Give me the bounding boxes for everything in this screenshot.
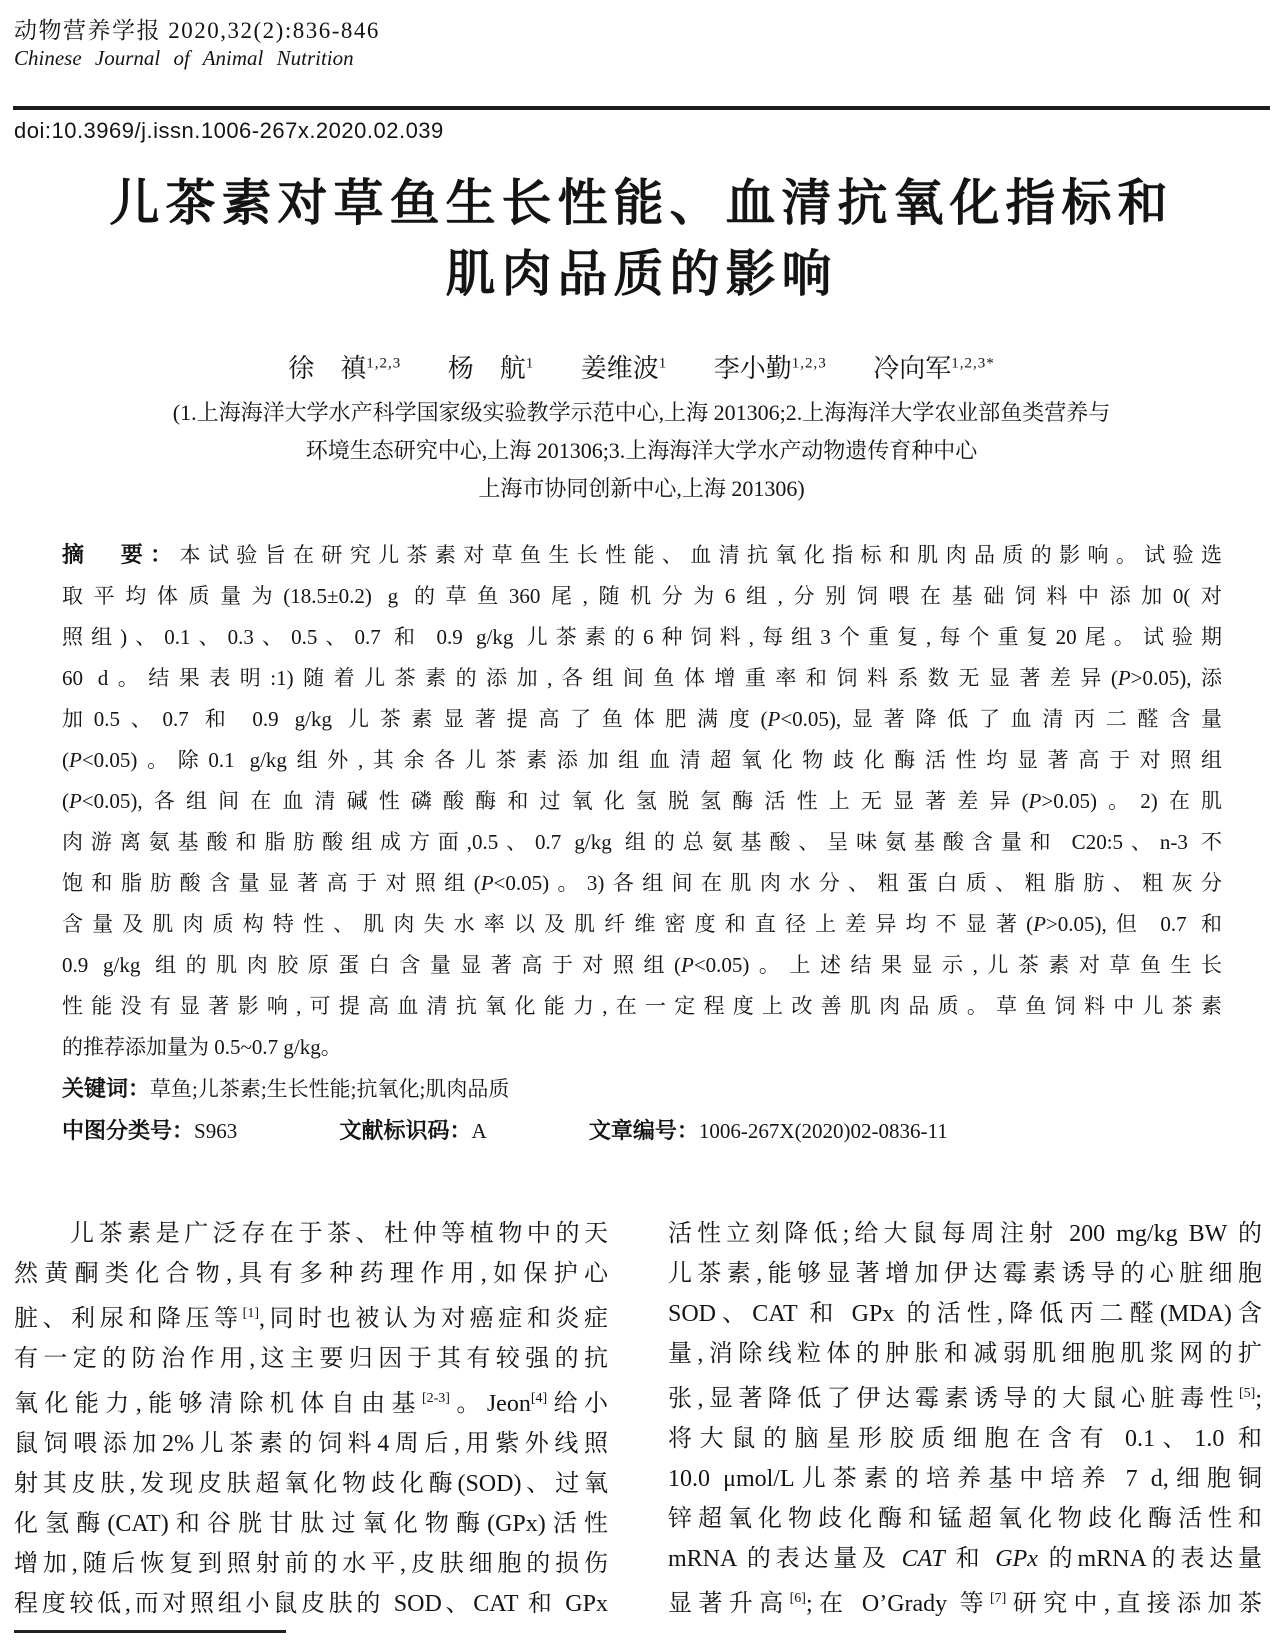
article-id-item xyxy=(589,1110,948,1152)
keywords-text: 草鱼;儿茶素;生长性能;抗氧化;肌肉品质 xyxy=(150,1077,510,1101)
journal-title-en: Chinese Journal of Animal Nutrition xyxy=(14,46,354,70)
doc-code-label: 文献标识码： xyxy=(339,1118,472,1143)
author xyxy=(288,348,401,385)
body-columns xyxy=(14,1214,1262,1624)
author xyxy=(873,348,995,385)
author-affil-superscript: 1,2,3 xyxy=(791,355,827,372)
body-text-line: 有一定的防治作用,这主要归因于其有较强的抗 xyxy=(14,1346,608,1372)
abstract-section xyxy=(62,534,1222,1152)
abstract-line: 饱和脂肪酸含量显著高于对照组(P<0.05)。3)各组间在肌肉水分、粗蛋白质、粗脂肪、粗灰分 xyxy=(62,871,1222,895)
author-name: 冷向军 xyxy=(873,354,952,383)
body-text-line: 量,消除线粒体的肿胀和减弱肌细胞肌浆网的扩 xyxy=(668,1341,1262,1367)
left-column xyxy=(14,1214,608,1624)
classification-line xyxy=(62,1110,1222,1152)
abstract-label: 摘 要： xyxy=(62,542,180,567)
article-id-value: 1006-267X(2020)02-0836-11 xyxy=(698,1119,948,1143)
author-affil-superscript: 1 xyxy=(658,355,668,372)
clc-item xyxy=(62,1110,237,1152)
body-text-line: 活性立刻降低;给大鼠每周注射 200 mg/kg BW 的 xyxy=(668,1221,1262,1247)
author xyxy=(714,348,827,385)
affiliation-line: (1.上海海洋大学水产科学国家级实验教学示范中心,上海 201306;2.上海海洋大学农业部鱼类营养与 xyxy=(172,400,1111,425)
abstract-line: 性能没有显著影响,可提高血清抗氧化能力,在一定程度上改善肌肉品质。草鱼饲料中儿茶素 xyxy=(62,994,1222,1018)
author-affil-superscript: 1,2,3 xyxy=(366,355,402,372)
article-title-line1: 儿茶素对草鱼生长性能、血清抗氧化指标和 xyxy=(109,175,1174,231)
abstract-line: 60 d。结果表明:1)随着儿茶素的添加,各组间鱼体增重率和饲料系数无显著差异(P>0.05),添 xyxy=(62,666,1222,690)
body-text-line: 张,显著降低了伊达霉素诱导的大鼠心脏毒性[5]; xyxy=(668,1386,1262,1412)
journal-title-cn: 动物营养学报 2020,32(2):836-846 xyxy=(14,18,380,43)
body-text-line: 儿茶素,能够显著增加伊达霉素诱导的心脏细胞 xyxy=(668,1261,1262,1287)
clc-value: S963 xyxy=(194,1119,238,1143)
authors-row xyxy=(0,348,1283,385)
header-divider xyxy=(13,106,1270,110)
doi-text: doi:10.3969/j.issn.1006-267x.2020.02.039 xyxy=(14,118,444,143)
body-text-line: 儿茶素是广泛存在于茶、杜仲等植物中的天 xyxy=(70,1221,608,1247)
author-name: 徐 禛 xyxy=(288,354,367,383)
doc-code-item xyxy=(339,1110,486,1152)
clc-label: 中图分类号： xyxy=(62,1118,195,1143)
body-text-line: 程度较低,而对照组小鼠皮肤的 SOD、CAT 和 GPx xyxy=(14,1591,608,1617)
article-title-line2: 肌肉品质的影响 xyxy=(445,246,838,302)
body-text-line: 显著升高[6];在 O’Grady 等[7]研究中,直接添加茶 xyxy=(668,1591,1263,1617)
body-text-line: 增加,随后恢复到照射前的水平,皮肤细胞的损伤 xyxy=(14,1551,608,1577)
body-text-line: 然黄酮类化合物,具有多种药理作用,如保护心 xyxy=(14,1261,608,1287)
abstract-line: (P<0.05)。除0.1 g/kg组外,其余各儿茶素添加组血清超氧化物歧化酶活性均显著高于对照组 xyxy=(62,748,1222,772)
body-text-line: 射其皮肤,发现皮肤超氧化物歧化酶(SOD)、过氧 xyxy=(14,1471,608,1497)
body-text-line: 锌超氧化物歧化酶和锰超氧化物歧化酶活性和 xyxy=(668,1506,1262,1532)
keywords-label: 关键词： xyxy=(62,1076,151,1101)
abstract-line: 含量及肌肉质构特性、肌肉失水率以及肌纤维密度和直径上差异均不显著(P>0.05),但 0.7 和 xyxy=(62,912,1222,936)
article-title xyxy=(0,168,1283,310)
article-id-label: 文章编号： xyxy=(588,1118,699,1143)
affiliation-line: 上海市协同创新中心,上海 201306) xyxy=(478,476,805,501)
footnote-divider xyxy=(14,1630,286,1633)
author-affil-superscript: 1,2,3* xyxy=(951,355,995,372)
abstract-line: 的推荐添加量为 0.5~0.7 g/kg。 xyxy=(62,1035,342,1059)
author-name: 李小勤 xyxy=(713,354,792,383)
doc-code-value: A xyxy=(471,1119,487,1143)
author-name: 姜维波 xyxy=(580,354,659,383)
right-column xyxy=(668,1214,1262,1624)
body-text-line: mRNA 的表达量及 CAT 和 GPx 的mRNA的表达量 xyxy=(668,1546,1263,1572)
body-text-line: SOD、CAT 和 GPx 的活性,降低丙二醛(MDA)含 xyxy=(668,1301,1262,1327)
abstract-line: 取平均体质量为(18.5±0.2) g 的草鱼360尾,随机分为6组,分别饲喂在基础饲料中添加0(对 xyxy=(62,584,1222,608)
keywords-line xyxy=(62,1068,1222,1110)
abstract-line: 0.9 g/kg 组的肌肉胶原蛋白含量显著高于对照组(P<0.05)。上述结果显示,儿茶素对草鱼生长 xyxy=(62,953,1222,977)
affiliations xyxy=(0,394,1283,508)
abstract-line: 加0.5、0.7 和 0.9 g/kg 儿茶素显著提高了鱼体肥满度(P<0.05),显著降低了血清丙二醛含量 xyxy=(62,707,1222,731)
abstract-line: 肉游离氨基酸和脂肪酸组成方面,0.5、0.7 g/kg 组的总氨基酸、呈味氨基酸含量和 C20:5、n-3 不 xyxy=(62,830,1222,854)
body-text-line: 鼠饲喂添加2%儿茶素的饲料4周后,用紫外线照 xyxy=(14,1431,608,1457)
abstract-text: 本试验旨在研究儿茶素对草鱼生长性能、血清抗氧化指标和肌肉品质的影响。试验选 xyxy=(179,543,1222,567)
body-text-line: 脏、利尿和降压等[1],同时也被认为对癌症和炎症 xyxy=(14,1306,609,1332)
body-text-line: 10.0 μmol/L儿茶素的培养基中培养 7 d,细胞铜 xyxy=(668,1466,1262,1492)
author xyxy=(448,348,535,385)
author xyxy=(581,348,668,385)
body-text-line: 化氢酶(CAT)和谷胱甘肽过氧化物酶(GPx)活性 xyxy=(14,1511,608,1537)
abstract-line xyxy=(62,534,1222,576)
author-name: 杨 航 xyxy=(447,354,526,383)
affiliation-line: 环境生态研究中心,上海 201306;3.上海海洋大学水产动物遗传育种中心 xyxy=(305,438,978,463)
body-text-line: 氧化能力,能够清除机体自由基[2-3]。Jeon[4]给小 xyxy=(14,1391,609,1417)
body-text-line: 将大鼠的脑星形胶质细胞在含有 0.1、1.0 和 xyxy=(668,1426,1262,1452)
abstract-line: (P<0.05),各组间在血清碱性磷酸酶和过氧化氢脱氢酶活性上无显著差异(P>0.05)。2)在肌 xyxy=(62,789,1222,813)
author-affil-superscript: 1 xyxy=(525,355,535,372)
abstract-line: 照组)、0.1、0.3、0.5、0.7 和 0.9 g/kg 儿茶素的6种饲料,每组3个重复,每个重复20尾。试验期 xyxy=(62,625,1222,649)
